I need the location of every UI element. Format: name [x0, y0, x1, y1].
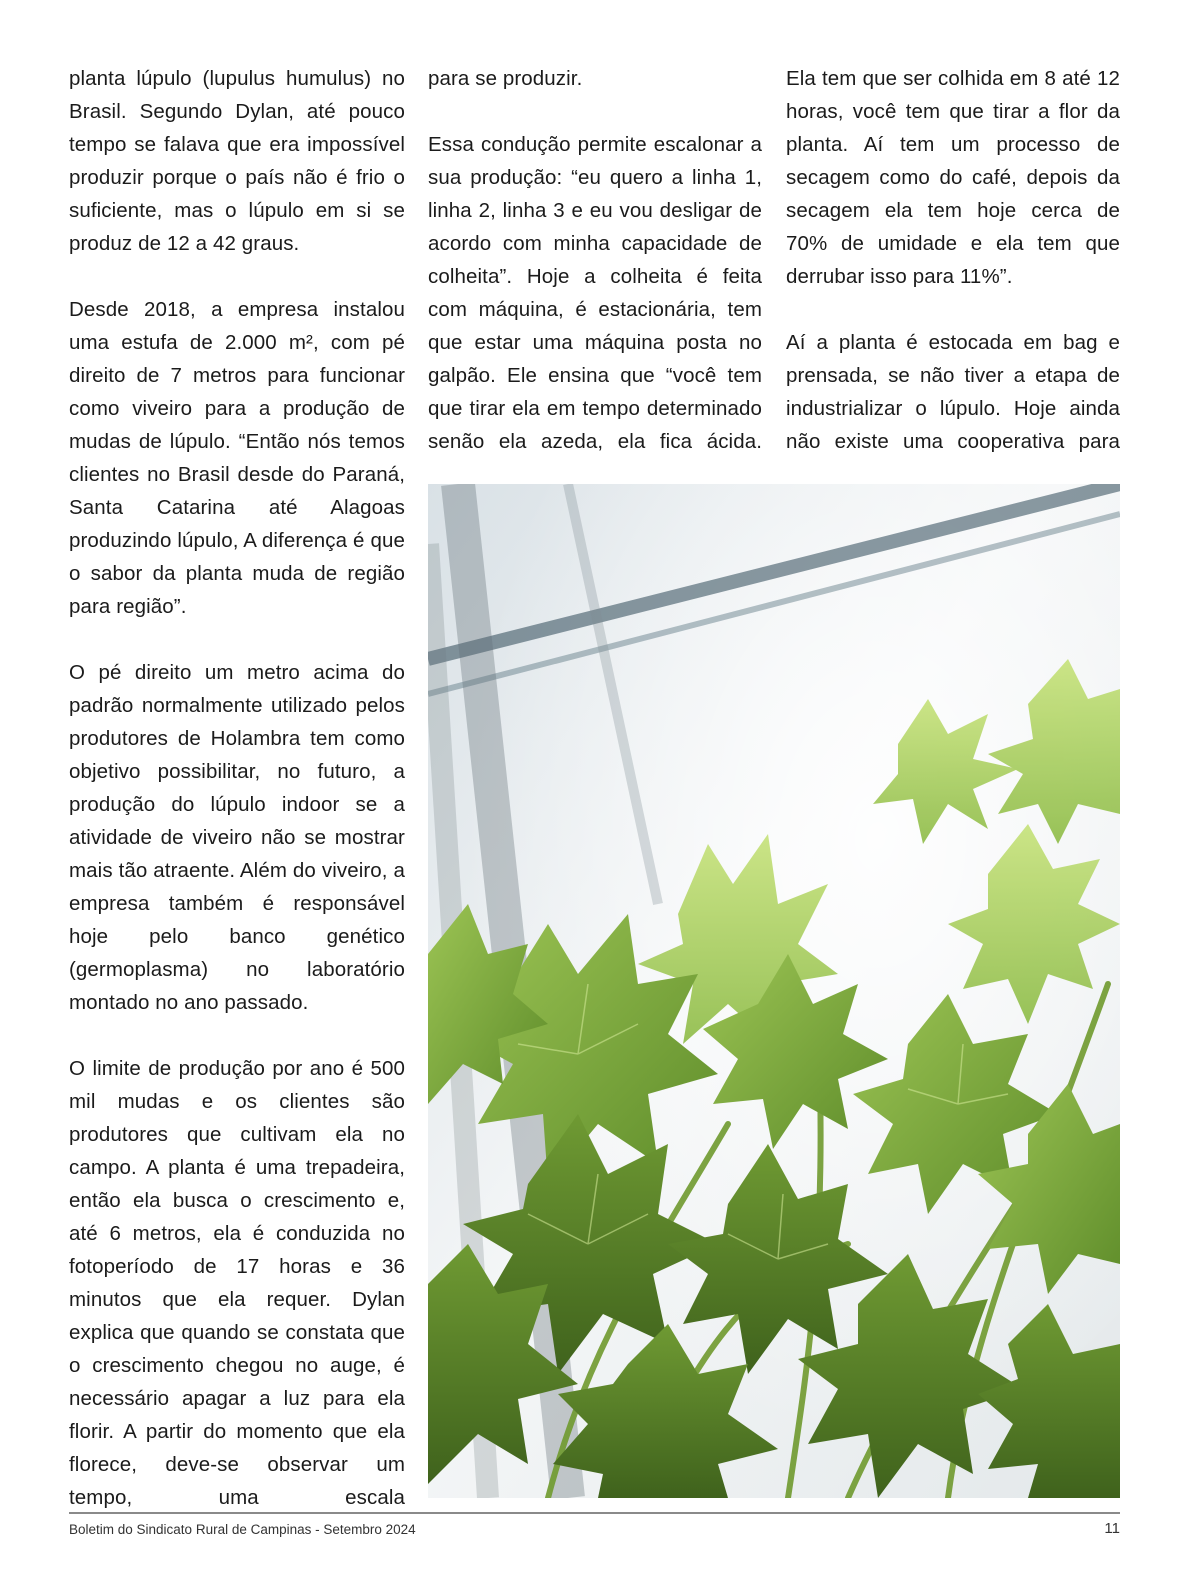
article-column-1 — [69, 62, 405, 1514]
paragraph: Essa condução permite escalonar a sua produção: “eu quero a linha 1, linha 2, linha 3 e eu vou desligar de acordo com minha capacidade de colheita”. Hoje a colheita é feita com máquina, é estacionária, tem que estar uma máquina posta no galpão. Ele ensina que “você tem que tirar ela em tempo determinado senão ela azeda, ela fica ácida. — [428, 133, 762, 453]
article-column-3 — [786, 62, 1120, 458]
paragraph: O limite de produção por ano é 500 mil mudas e os clientes são produtores que cultivam ela no campo. A planta é uma trepadeira, então ela busca o crescimento e, até 6 metros, ela é conduzida no fotoperíodo de 17 horas e 36 minutos que ela requer. Dylan explica que quando se constata que o crescimento chegou no auge, é necessário apagar a luz para ela florir. A partir do momento que ela florece, deve-se observar um tempo, uma escala — [69, 1057, 405, 1509]
page-number: 11 — [1104, 1520, 1120, 1537]
hop-plant-photo — [428, 484, 1120, 1498]
article-column-2 — [428, 62, 762, 458]
footer-divider — [69, 1512, 1120, 1514]
paragraph: para se produzir. — [428, 67, 583, 90]
paragraph: Desde 2018, a empresa instalou uma estufa de 2.000 m², com pé direito de 7 metros para funcionar como viveiro para a produção de mudas de lúpulo. “Então nós temos clientes no Brasil desde do Paraná, Santa Catarina até Alagoas produzindo lúpulo, A diferença é que o sabor da planta muda de região para região”. — [69, 298, 405, 618]
paragraph: Ela tem que ser colhida em 8 até 12 horas, você tem que tirar a flor da planta. Aí tem um processo de secagem como do café, depois da secagem ela tem hoje cerca de 70% de umidade e ela tem que derrubar isso para 11%”. — [786, 67, 1120, 288]
paragraph: O pé direito um metro acima do padrão normalmente utilizado pelos produtores de Holambra tem como objetivo possibilitar, no futuro, a produção do lúpulo indoor se a atividade de viveiro não se mostrar mais tão atraente. Além do viveiro, a empresa também é responsável hoje pelo banco genético (germoplasma) no laboratório montado no ano passado. — [69, 661, 405, 1014]
paragraph: Aí a planta é estocada em bag e prensada, se não tiver a etapa de industrializar o lúpulo. Hoje ainda não existe uma cooperativa para — [786, 331, 1120, 453]
footer-publication: Boletim do Sindicato Rural de Campinas - Setembro 2024 — [69, 1522, 416, 1537]
paragraph: planta lúpulo (lupulus humulus) no Brasil. Segundo Dylan, até pouco tempo se falava que era impossível produzir porque o país não é frio o suficiente, mas o lúpulo em si se produz de 12 a 42 graus. — [69, 67, 405, 255]
hop-leaves-illustration — [428, 484, 1120, 1498]
